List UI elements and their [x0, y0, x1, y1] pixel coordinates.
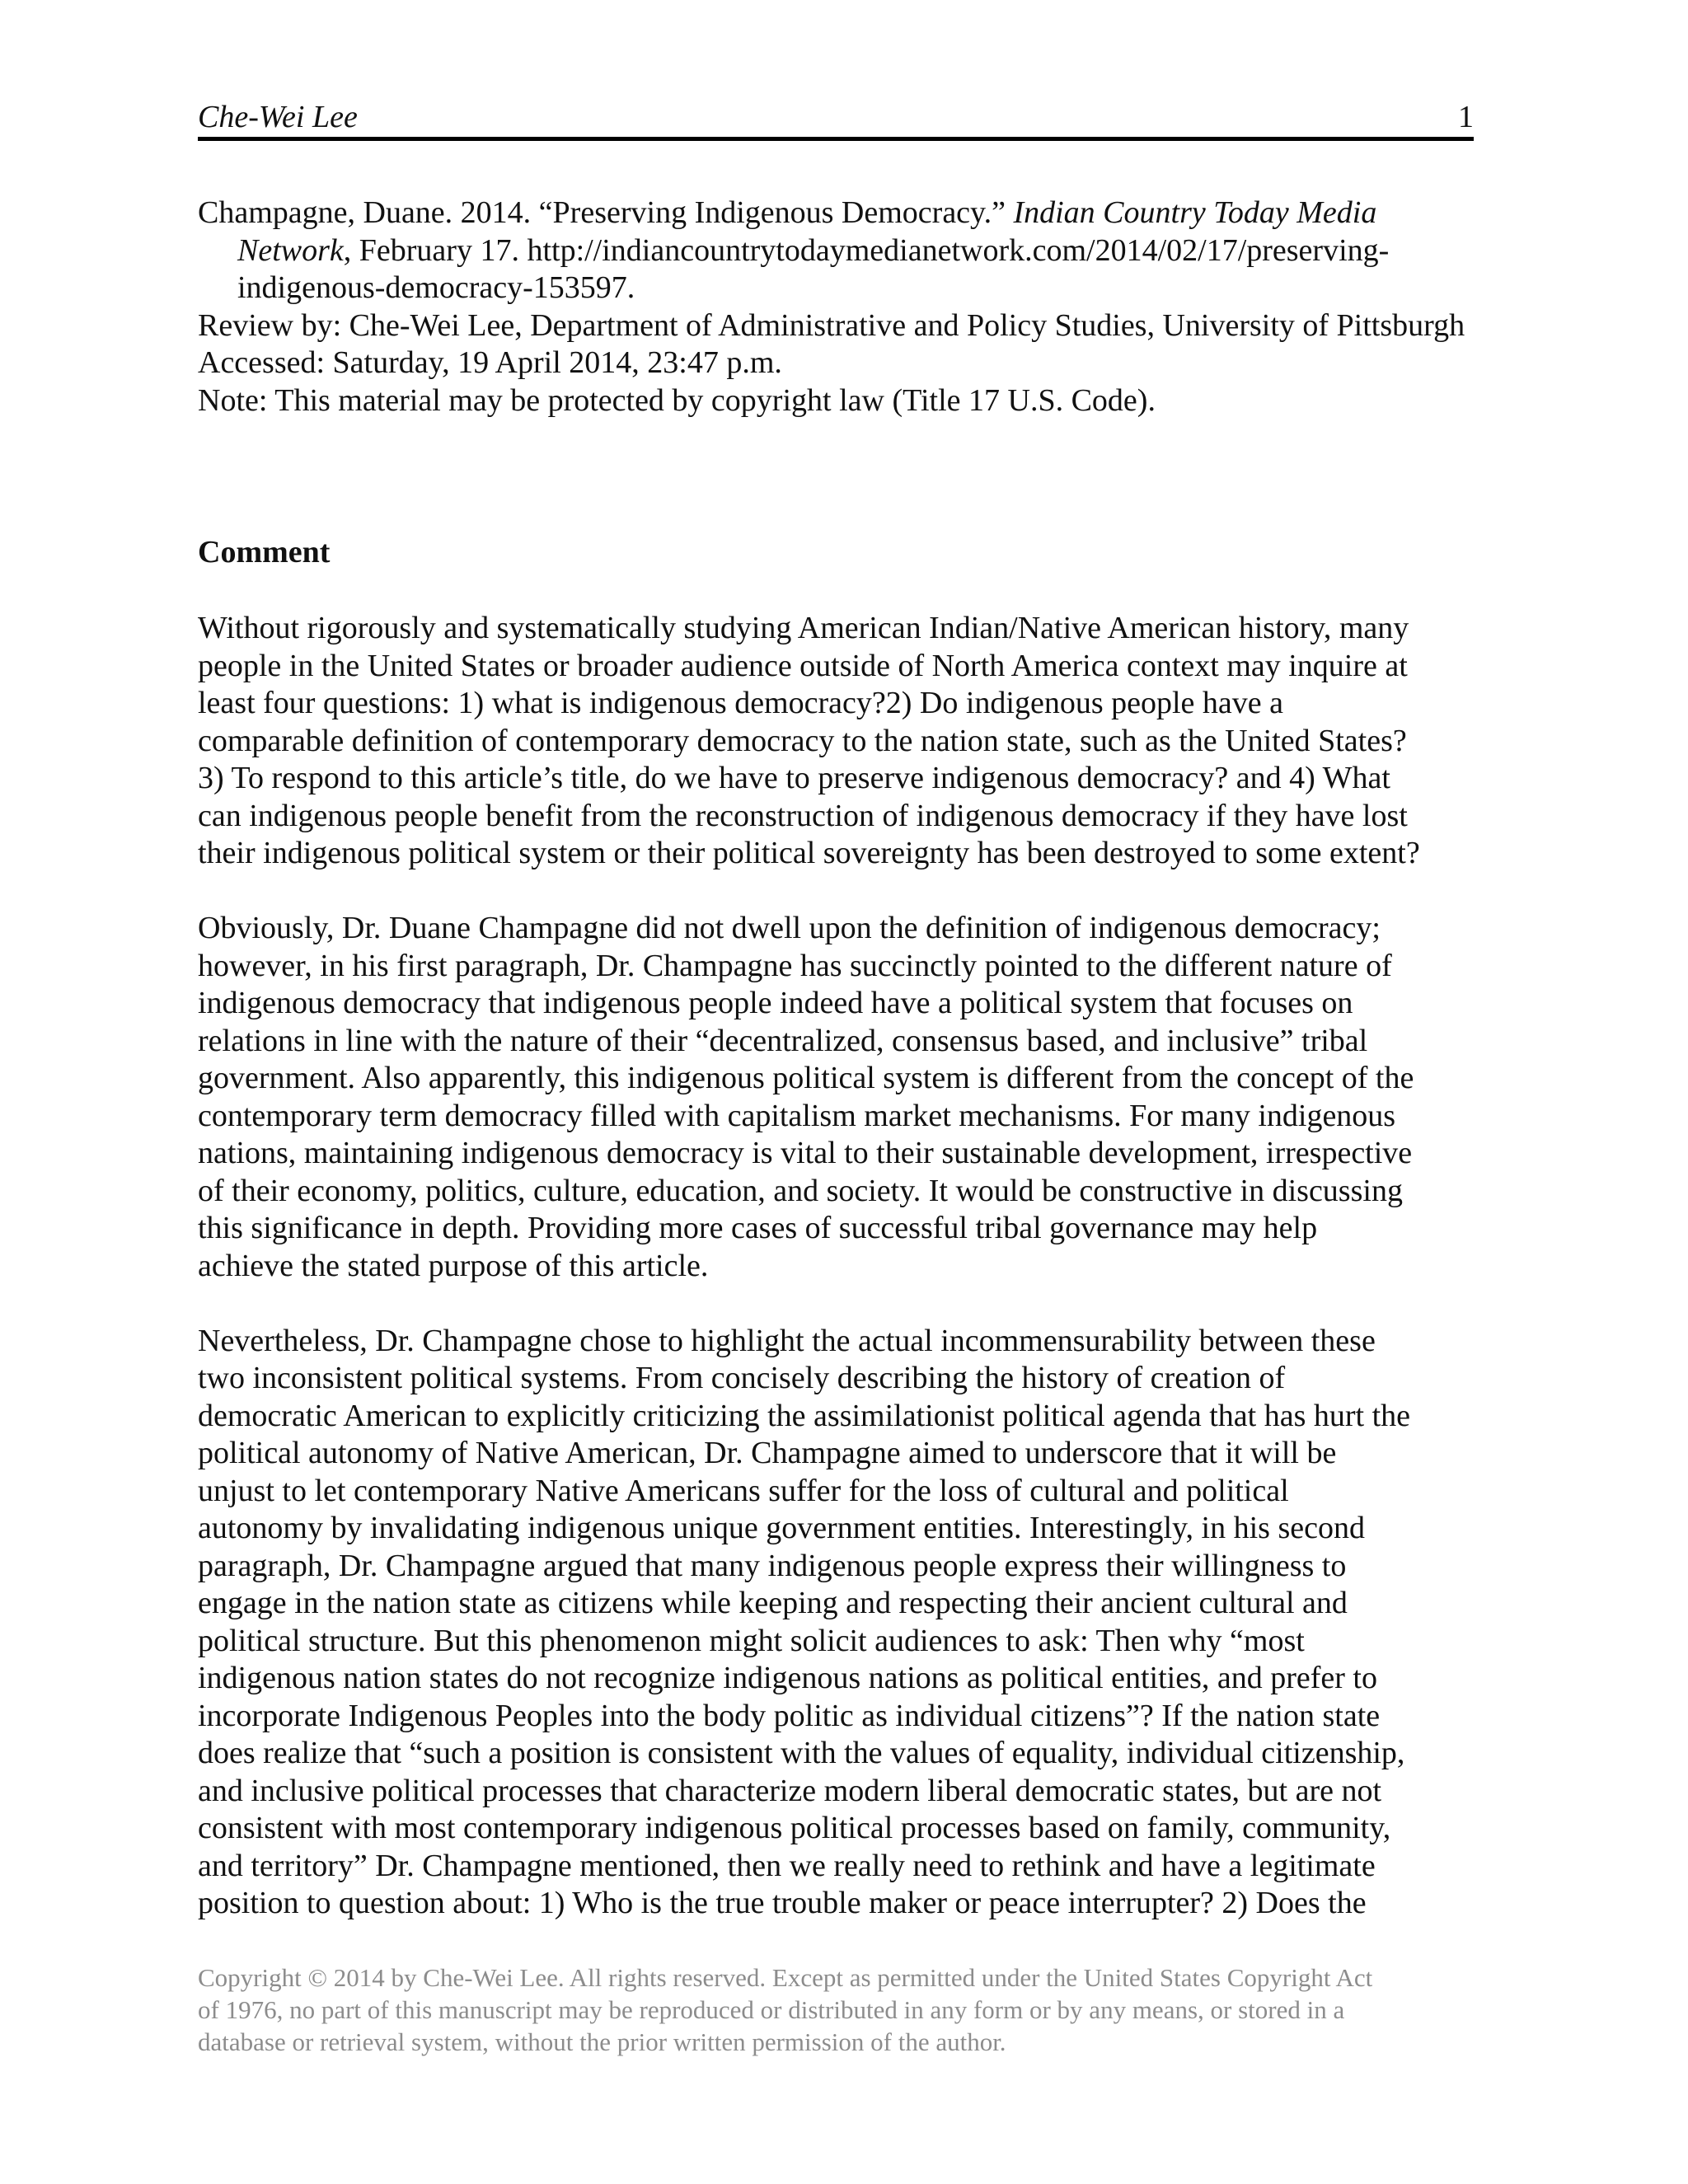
paragraph-line: position to question about: 1) Who is the true trouble maker or peace interrupter? 2) Does the [198, 1886, 1367, 1920]
paragraph-gap [198, 1285, 1484, 1323]
paragraph-line: achieve the stated purpose of this article. [198, 1248, 709, 1283]
paragraph-line: indigenous democracy that indigenous people indeed have a political system that focuses on [198, 986, 1353, 1020]
paragraph-line: nations, maintaining indigenous democracy is vital to their sustainable development, irrespective [198, 1136, 1413, 1170]
paragraph-gap [198, 873, 1484, 911]
paragraph-line: Without rigorously and systematically studying American Indian/Native American history, many [198, 611, 1409, 645]
review-by: Review by: Che-Wei Lee, Department of Administrative and Policy Studies, University of Pittsburgh [198, 307, 1465, 343]
paragraph-3 [198, 1323, 1484, 1923]
header-author: Che-Wei Lee [198, 100, 358, 134]
copyright-footer [198, 1961, 1517, 2058]
comment-body [198, 610, 1484, 1923]
citation-pre: Champagne, Duane. 2014. “Preserving Indigenous Democracy.” [198, 195, 1014, 230]
paragraph-line: relations in line with the nature of their “decentralized, consensus based, and inclusive” tribal [198, 1023, 1368, 1058]
paragraph-line: and territory” Dr. Champagne mentioned, then we really need to rethink and have a legitimate [198, 1848, 1376, 1883]
copyright-line: database or retrieval system, without the prior written permission of the author. [198, 2027, 1006, 2056]
reference-block [198, 194, 1475, 419]
paragraph-line: Nevertheless, Dr. Champagne chose to highlight the actual incommensurability between these [198, 1323, 1376, 1358]
paragraph-line: however, in his first paragraph, Dr. Champagne has succinctly pointed to the different nature of [198, 948, 1392, 983]
page-number: 1 [1458, 100, 1474, 134]
page-header [198, 97, 1474, 137]
copyright-note: Note: This material may be protected by copyright law (Title 17 U.S. Code). [198, 382, 1156, 418]
paragraph-line: incorporate Indigenous Peoples into the body politic as individual citizens”? If the nation state [198, 1698, 1381, 1733]
copyright-line: Copyright © 2014 by Che-Wei Lee. All rights reserved. Except as permitted under the United States Copyright Act [198, 1963, 1373, 1992]
paragraph-line: comparable definition of contemporary democracy to the nation state, such as the United States? [198, 723, 1407, 758]
paragraph-line: consistent with most contemporary indigenous political processes based on family, community, [198, 1811, 1391, 1845]
paragraph-2 [198, 910, 1484, 1285]
paragraph-line: political autonomy of Native American, Dr. Champagne aimed to underscore that it will be [198, 1436, 1337, 1470]
paragraph-line: people in the United States or broader audience outside of North America context may inquire at [198, 648, 1408, 683]
paragraph-line: of their economy, politics, culture, education, and society. It would be constructive in discussing [198, 1173, 1403, 1208]
paragraph-line: engage in the nation state as citizens while keeping and respecting their ancient cultural and [198, 1586, 1348, 1620]
paragraph-line: 3) To respond to this article’s title, do we have to preserve indigenous democracy? and 4) What [198, 761, 1390, 795]
comment-heading: Comment [198, 535, 331, 569]
paragraph-line: unjust to let contemporary Native Americans suffer for the loss of cultural and political [198, 1473, 1289, 1508]
paragraph-line: indigenous nation states do not recognize indigenous nations as political entities, and prefer to [198, 1661, 1377, 1695]
copyright-line: of 1976, no part of this manuscript may be reproduced or distributed in any form or by any means, or stored in a [198, 1995, 1345, 2024]
paragraph-line: political structure. But this phenomenon might solicit audiences to ask: Then why “most [198, 1623, 1305, 1658]
paragraph-line: government. Also apparently, this indigenous political system is different from the concept of the [198, 1061, 1414, 1095]
paragraph-line: Obviously, Dr. Duane Champagne did not dwell upon the definition of indigenous democracy; [198, 911, 1381, 945]
paragraph-line: paragraph, Dr. Champagne argued that many indigenous people express their willingness to [198, 1548, 1347, 1583]
citation-post: , February 17. http://indiancountrytodaymedianetwork.com/2014/02/17/preserving-indigenous-democracy-153597. [237, 232, 1390, 305]
accessed-date: Accessed: Saturday, 19 April 2014, 23:47 p.m. [198, 345, 782, 380]
paragraph-line: this significance in depth. Providing more cases of successful tribal governance may help [198, 1211, 1318, 1245]
paragraph-line: least four questions: 1) what is indigenous democracy?2) Do indigenous people have a [198, 686, 1283, 720]
paragraph-line: democratic American to explicitly criticizing the assimilationist political agenda that has hurt the [198, 1398, 1410, 1433]
paragraph-line: two inconsistent political systems. From concisely describing the history of creation of [198, 1361, 1286, 1395]
paragraph-line: and inclusive political processes that characterize modern liberal democratic states, but are not [198, 1773, 1382, 1808]
paragraph-line: can indigenous people benefit from the reconstruction of indigenous democracy if they have lost [198, 798, 1408, 833]
citation-publication: Indian Country Today Media Network [237, 195, 1377, 268]
paragraph-line: does realize that “such a position is consistent with the values of equality, individual citizenship, [198, 1736, 1405, 1770]
citation [198, 194, 1475, 307]
paragraph-line: their indigenous political system or their political sovereignty has been destroyed to some extent? [198, 836, 1420, 870]
paragraph-line: contemporary term democracy filled with capitalism market mechanisms. For many indigenous [198, 1098, 1396, 1133]
paragraph-1 [198, 610, 1484, 873]
paragraph-line: autonomy by invalidating indigenous unique government entities. Interestingly, in his second [198, 1511, 1365, 1545]
header-rule [198, 137, 1474, 141]
